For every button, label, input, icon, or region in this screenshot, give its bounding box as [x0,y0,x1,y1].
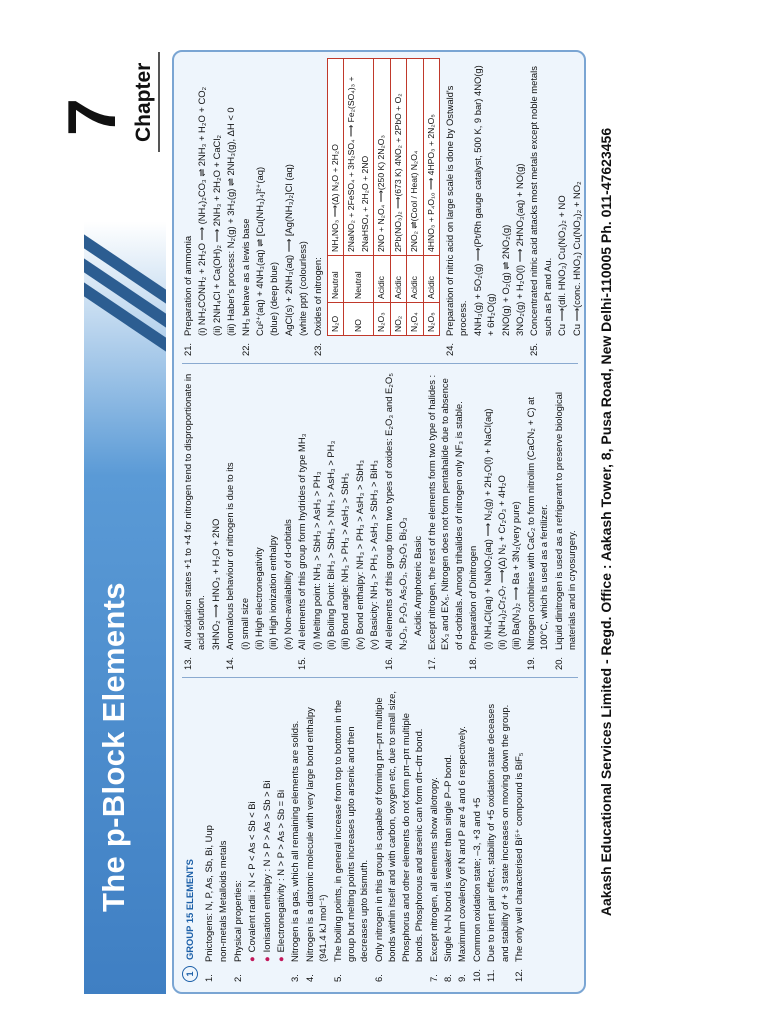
sub-item: non-metals Metalloids metals [217,840,229,962]
sub-item: (i) small size [238,597,250,650]
oxide-nature: Neutral [328,256,344,303]
sub-item: (iii) Bond angle: NH₃ > PH₃ > AsH₃ > SbH₃ [339,472,351,650]
item-text: The only well characterised Bi⁵⁺ compound is BiF₅ [512,752,524,962]
item-number: 16. [382,656,394,670]
sub-item: 3NO₂(g) + H₂O(l) ⟶ 2HNO₃(aq) + NO(g) [513,163,525,336]
item-number: 6. [372,974,384,982]
item-text: Common oxidation state; –3, +3 and +5 [470,797,482,962]
numbered-item [455,686,468,982]
bullet-item [260,686,273,982]
item-number: 4. [303,974,315,982]
item-text: All elements of this group form two types of oxides: E₂O₃ and E₂O₅ [382,373,394,650]
sub-item: (iii) Haber's process: N₂(g) + 3H₂(g) ⇌ 2NH₃(g), ΔH < 0 [225,107,237,336]
sub-item: N₂O₃, P₂O₃ As₂O₃, Sb₂O₃ Bi₂O₃ [397,517,409,650]
item-number: 23. [311,342,323,356]
item-text: Pnictogens: N, P, As, Sb, Bi, Uup [203,825,214,962]
numbered-item [443,58,470,356]
sub-item: 4NH₃(g) + 5O₂(g) ⟶(Pt/Rh gauge catalyst, 500 K, 9 bar) 4NO(g) + 6H₂O(g) [471,65,497,336]
sub-item: (blue) (deep blue) [268,261,280,336]
numbered-item [441,686,454,982]
numbered-item [295,370,308,670]
sub-item: (ii) 2NH₄Cl + Ca(OH)₂ ⟶ 2NH₃ + 2H₂O + CaCl₂ [210,134,222,336]
item-text: Single N–N bond is weaker than single P–P bond. [441,754,453,962]
item-number: 19. [524,656,536,670]
sub-item: (ii) (NH₄)₂Cr₂O₇ ⟶(Δ) N₂ + Cr₂O₃ + 4H₂O [495,475,507,650]
item-text: Due to inert pair effect, stability of +5 oxidation state deceases and stability of + 3 state increases on moving down the group. [485,703,510,962]
numbered-item [288,686,301,982]
column-divider [182,677,578,678]
numbered-item [239,58,252,356]
oxide-preparation: 2Pb(NO₃)₂ ⟶(673 K) 4NO₂ + 2PbO + O₂ [390,59,406,256]
item-number: 12. [512,968,524,982]
item-text: Except nitrogen, the rest of the elements form two type of halides : EX₃ and EX₅. Nitrogen does not form pentahalide due to absence of d-orbitals. Among trihalides of nitrogen only NF₃ is stable. [425,374,464,650]
item-number: 7. [427,974,439,982]
sub-item: (i) Melting point: NH₃ > SbH₃ > AsH₃ > PH₃ [310,471,322,650]
numbered-item [372,686,426,982]
sub-item: 2NO(g) + O₂(g) ⇌ 2NO₂(g) [499,224,511,336]
numbered-item [425,370,465,670]
item-text: NH₃ behave as a lewis base [239,218,251,336]
sub-item: Acidic Amphoteric Basic [411,535,423,636]
item-text: Physical properties: [231,880,243,962]
chapter-number: 7 [54,98,130,136]
oxide-row [423,59,439,336]
oxide-nature: Acidic [407,256,423,303]
sub-item: (iii) High ionization enthalpy [267,535,279,650]
bullet-dot-icon: ● [260,956,272,962]
item-number: 15. [296,656,308,670]
bullet-text: Covalent radii : N < P < As < Sb < Bi [246,801,258,953]
column-1-list [202,686,525,982]
oxide-preparation: 2NaNO₂ + 2FeSO₄ + 3H₂SO₄ ⟶ Fe₂(SO₄)₃ + 2NaHSO₄ + 2H₂O + 2NO [344,59,374,256]
sub-item: Cu ⟶(conc. HNO₃) Cu(NO₃)₂ + NO₂ [570,181,582,336]
item-text: Concentrated nitric acid attacks most metals except noble metals such as Pt and Au. [528,66,553,336]
chapter-label: Chapter [132,62,155,142]
item-text: Liquid dinitrogen is used as a refrigerant to preserve biological materials and in cryosurgery. [552,392,577,650]
item-number: 10. [470,968,482,982]
oxide-row [407,59,423,336]
column-divider [182,363,578,364]
sub-item: (iii) Ba(N₃)₂ ⟶ Ba + 3N₂(very pure) [510,501,522,650]
oxide-formula: NO [344,303,374,336]
item-number: 14. [224,656,236,670]
bullet-dot-icon: ● [275,956,287,962]
item-number: 13. [182,656,193,670]
section-title: GROUP 15 ELEMENTS [184,859,196,960]
oxides-table [327,58,440,336]
bullet-item [274,686,287,982]
item-number: 21. [182,342,193,356]
item-number: 18. [467,656,479,670]
oxide-row [390,59,406,336]
item-number: 2. [231,974,243,982]
oxide-formula: N₂O [328,303,344,336]
section-number: 1 [182,966,198,982]
oxide-nature: Acidic [374,256,390,303]
column-3 [180,58,584,356]
sub-item: (iv) Bond enthalpy: NH₃ > PH₃ > AsH₃ > SbH₃ [353,459,365,650]
sub-item: (i) NH₄Cl(aq) + NaNO₂(aq) ⟶ N₂(g) + 2H₂O(l) + NaCl(aq) [481,408,493,650]
sub-item: 3HNO₂ ⟶ HNO₃ + H₂O + 2NO [209,518,221,650]
sub-item: (ii) Boiling Point: BiH₃ > SbH₃ > NH₃ > AsH₃ > PH₃ [325,440,337,650]
oxide-formula: NO₂ [390,303,406,336]
oxide-preparation: 2NO + N₂O₄ ⟶(250 K) 2N₂O₃ [374,59,390,256]
content-panel [172,50,586,994]
sub-item: (i) NH₂CONH₂ + 2H₂O ⟶ (NH₄)₂CO₃ ⇌ 2NH₃ + H₂O + CO₂ [196,86,208,336]
oxide-formula: N₂O₄ [407,303,423,336]
bullet-dot-icon: ● [246,956,258,962]
item-number: 3. [289,974,301,982]
numbered-item [484,686,511,982]
numbered-item [552,370,579,670]
item-text: Anomalous behaviour of nitrogen is due to its [224,462,236,650]
item-text: Preparation of ammonia [182,235,193,336]
footer-address: Aakash Educational Services Limited - Regd. Office : Aakash Tower, 8, Pusa Road, New Delhi-110005 Ph. 011-47623456 [598,127,614,917]
item-text: Nitrogen is a diatomic molecule with very large bond enthalpy (941.4 kJ mol⁻¹) [303,707,329,962]
oxide-row [344,59,374,336]
oxide-nature: Acidic [390,256,406,303]
column-2-list [181,370,578,670]
item-text: All oxidation states +1 to +4 for nitrogen tend to disproportionate in acid solution. [182,373,207,650]
chapter-rule [158,52,160,152]
sub-item: (ii) High electronegativity [253,547,265,650]
sub-item: Cu²⁺(aq) + 4NH₃(aq) ⇌ [Cu(NH₃)₄]²⁺(aq) [254,166,266,336]
numbered-item [231,686,244,982]
numbered-item [223,370,236,670]
item-text: Except nitrogen, all elements show allotropy. [427,777,439,962]
numbered-item [202,686,215,982]
item-text: Preparation of Dinitrogen [467,545,479,650]
numbered-item [303,686,330,982]
numbered-item [527,58,554,356]
item-text: Oxides of nitrogen: [311,257,323,336]
item-number: 1. [203,974,214,982]
oxide-row [374,59,390,336]
item-number: 11. [485,969,497,982]
oxide-preparation: 2NO₂ ⇌(Cool / Heat) N₂O₄ [407,59,423,256]
bullet-item [245,686,258,982]
item-number: 25. [528,342,540,356]
oxide-preparation: 4HNO₃ + P₄O₁₀ ⟶ 4HPO₃ + 2N₂O₅ [423,59,439,256]
numbered-item [331,686,371,982]
column-2 [180,370,579,670]
item-number: 22. [239,342,251,356]
item-number: 24. [443,342,455,356]
page-title: The p-Block Elements [96,582,131,912]
item-text: Nitrogen combines with CaC₂ to form nitrolim (CaCN₂ + C) at 100°C, which is used as a fertilizer. [524,397,550,650]
oxide-nature: Neutral [344,256,374,303]
numbered-item [181,370,208,670]
item-text: Preparation of nitric acid on large scale is done by Ostwald's process. [443,85,469,336]
oxide-nature: Acidic [423,256,439,303]
section-heading [182,686,198,982]
item-text: All elements of this group form hydrides of type MH₃ [296,433,308,650]
sub-item: (white ppt) (colourless) [297,241,309,336]
numbered-item [466,370,479,670]
numbered-item [382,370,395,670]
item-text: Nitrogen is a gas, which all remaining elements are solids. [289,720,301,962]
oxide-formula: N₂O₃ [374,303,390,336]
numbered-item [524,370,551,670]
item-text: Maximum covalency of N and P are 4 and 6 respectively. [456,726,468,962]
numbered-item [470,686,483,982]
numbered-item [311,58,324,356]
numbered-item [181,58,194,356]
sub-item: (v) Basicity: NH₃ > PH₃ > AsH₃ > SbH₃ > BiH₃ [368,460,380,650]
oxide-formula: N₂O₅ [423,303,439,336]
item-number: 20. [552,656,564,670]
sub-item: (iv) Non-availability of d-orbitals [281,519,293,650]
bullet-text: Ionisation enthalpy : N > P > As > Sb > Bi [260,780,272,953]
sub-item: AgCl(s) + 2NH₃(aq) ⟶ [Ag(NH₃)₂]Cl (aq) [282,164,294,336]
item-number: 9. [456,974,468,982]
column-1 [180,686,526,982]
item-number: 5. [331,974,343,982]
oxide-row [328,59,344,336]
item-text: The boiling points, in general increase from top to bottom in the group but melting points increases upto arsenic and then decreases upto bismuth. [331,699,370,962]
sub-item: Cu ⟶(dil. HNO₃) Cu(NO₃)₂ + NO [556,195,568,336]
item-number: 8. [441,974,453,982]
numbered-item [512,686,525,982]
oxide-preparation: NH₄NO₃ ⟶(Δ) N₂O + 2H₂O [328,59,344,256]
bullet-text: Electronegativity : N > P > As > Sb = Bi [275,789,287,953]
numbered-item [427,686,440,982]
item-number: 17. [425,656,437,670]
item-text: Only nitrogen in this group is capable of forming pπ–pπ multiple bonds within itself and with carbon, oxygen etc, due to small size, Phosphorus and other elements do not form pπ–pπ multiple bonds. Phosphorous and arsenic can form dπ–dπ bond. [372,691,425,962]
column-3-list-continued [443,58,583,356]
column-3-list [181,58,324,356]
